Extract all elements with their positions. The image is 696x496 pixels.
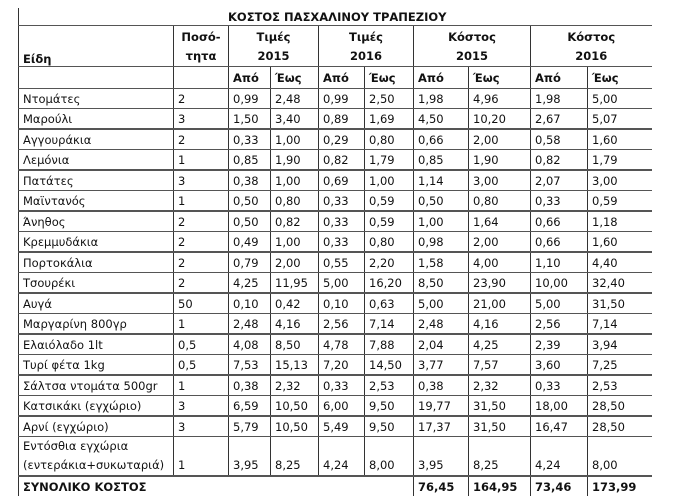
item-name: Κατσικάκι (εγχώριο) bbox=[19, 396, 174, 417]
empty-cell bbox=[174, 67, 229, 89]
table-row bbox=[19, 170, 652, 191]
value-cell: 0,33 bbox=[319, 232, 365, 253]
value-cell: 0,89 bbox=[319, 109, 365, 130]
value-cell: 3,94 bbox=[588, 334, 652, 355]
header-line1: Τιμές bbox=[256, 30, 291, 44]
value-cell: 3,95 bbox=[229, 437, 271, 477]
value-cell: 0,80 bbox=[365, 232, 414, 253]
value-cell: 31,50 bbox=[469, 416, 531, 437]
value-cell: 0,85 bbox=[229, 150, 271, 171]
quantity-cell: 0,5 bbox=[174, 334, 229, 355]
table-row bbox=[19, 416, 652, 437]
value-cell: 2,32 bbox=[271, 375, 319, 396]
table-row bbox=[19, 109, 652, 130]
value-cell: 0,10 bbox=[319, 293, 365, 314]
value-cell: 0,82 bbox=[531, 150, 588, 171]
header-line2: 2015 bbox=[455, 49, 488, 63]
value-cell: 5,00 bbox=[531, 293, 588, 314]
quantity-cell: 3 bbox=[174, 396, 229, 417]
value-cell: 7,14 bbox=[365, 314, 414, 335]
value-cell: 0,66 bbox=[531, 232, 588, 253]
value-cell: 4,96 bbox=[469, 89, 531, 109]
value-cell: 0,82 bbox=[271, 211, 319, 232]
value-cell: 2,56 bbox=[531, 314, 588, 335]
value-cell: 1,10 bbox=[531, 252, 588, 273]
table-row bbox=[19, 232, 652, 253]
header-cost-2015 bbox=[414, 26, 531, 67]
value-cell: 8,00 bbox=[588, 437, 652, 477]
value-cell: 16,47 bbox=[531, 416, 588, 437]
value-cell: 8,25 bbox=[271, 437, 319, 477]
value-cell: 1,90 bbox=[469, 150, 531, 171]
value-cell: 2,56 bbox=[319, 314, 365, 335]
value-cell: 0,50 bbox=[229, 211, 271, 232]
value-cell: 5,00 bbox=[319, 273, 365, 294]
item-name: Τσουρέκι bbox=[19, 273, 174, 294]
value-cell: 21,00 bbox=[469, 293, 531, 314]
value-cell: 0,59 bbox=[588, 191, 652, 212]
value-cell: 0,38 bbox=[229, 170, 271, 191]
value-cell: 1,60 bbox=[588, 232, 652, 253]
value-cell: 0,66 bbox=[414, 129, 469, 150]
header-to: Έως bbox=[588, 67, 652, 89]
value-cell: 0,42 bbox=[271, 293, 319, 314]
value-cell: 1,79 bbox=[365, 150, 414, 171]
value-cell: 2,00 bbox=[271, 252, 319, 273]
quantity-cell: 1 bbox=[174, 375, 229, 396]
value-cell: 2,48 bbox=[271, 89, 319, 109]
value-cell: 18,00 bbox=[531, 396, 588, 417]
header-quantity-line2: τητα bbox=[185, 49, 217, 63]
value-cell: 3,40 bbox=[271, 109, 319, 130]
value-cell: 10,20 bbox=[469, 109, 531, 130]
value-cell: 1,69 bbox=[365, 109, 414, 130]
header-from: Από bbox=[414, 67, 469, 89]
value-cell: 1,14 bbox=[414, 170, 469, 191]
value-cell: 4,08 bbox=[229, 334, 271, 355]
value-cell: 0,98 bbox=[414, 232, 469, 253]
header-line2: 2016 bbox=[349, 49, 382, 63]
value-cell: 7,25 bbox=[588, 355, 652, 376]
value-cell: 0,33 bbox=[229, 129, 271, 150]
value-cell: 1,90 bbox=[271, 150, 319, 171]
value-cell: 0,33 bbox=[319, 211, 365, 232]
value-cell: 1,79 bbox=[588, 150, 652, 171]
header-to: Έως bbox=[271, 67, 319, 89]
table-title: ΚΟΣΤΟΣ ΠΑΣΧΑΛΙΝΟΥ ΤΡΑΠΕΖΙΟΥ bbox=[19, 8, 652, 26]
value-cell: 5,00 bbox=[414, 293, 469, 314]
table-row bbox=[19, 314, 652, 335]
value-cell: 2,32 bbox=[469, 375, 531, 396]
value-cell: 0,80 bbox=[469, 191, 531, 212]
value-cell: 2,53 bbox=[365, 375, 414, 396]
header-items: Είδη bbox=[19, 26, 174, 67]
total-row bbox=[19, 476, 652, 496]
value-cell: 0,38 bbox=[414, 375, 469, 396]
value-cell: 1,58 bbox=[414, 252, 469, 273]
value-cell: 28,50 bbox=[588, 396, 652, 417]
value-cell: 31,50 bbox=[469, 396, 531, 417]
value-cell: 0,85 bbox=[414, 150, 469, 171]
value-cell: 2,39 bbox=[531, 334, 588, 355]
header-cost-2016 bbox=[531, 26, 652, 67]
value-cell: 5,07 bbox=[588, 109, 652, 130]
value-cell: 2,07 bbox=[531, 170, 588, 191]
item-name: Τυρί φέτα 1kg bbox=[19, 355, 174, 376]
value-cell: 4,16 bbox=[469, 314, 531, 335]
value-cell: 5,79 bbox=[229, 416, 271, 437]
header-from: Από bbox=[319, 67, 365, 89]
header-line2: 2016 bbox=[575, 49, 608, 63]
subheader-row bbox=[19, 67, 652, 89]
value-cell: 16,20 bbox=[365, 273, 414, 294]
value-cell: 2,67 bbox=[531, 109, 588, 130]
value-cell: 7,57 bbox=[469, 355, 531, 376]
quantity-cell: 1 bbox=[174, 150, 229, 171]
quantity-cell: 2 bbox=[174, 273, 229, 294]
value-cell: 0,80 bbox=[365, 129, 414, 150]
table-row bbox=[19, 355, 652, 376]
item-name: Μαργαρίνη 800γρ bbox=[19, 314, 174, 335]
value-cell: 0,33 bbox=[531, 375, 588, 396]
quantity-cell: 3 bbox=[174, 416, 229, 437]
value-cell: 0,99 bbox=[229, 89, 271, 109]
value-cell: 0,82 bbox=[319, 150, 365, 171]
quantity-cell: 2 bbox=[174, 129, 229, 150]
item-name bbox=[19, 437, 174, 477]
value-cell: 0,29 bbox=[319, 129, 365, 150]
value-cell: 0,69 bbox=[319, 170, 365, 191]
value-cell: 0,33 bbox=[531, 191, 588, 212]
value-cell: 23,90 bbox=[469, 273, 531, 294]
header-prices-2015 bbox=[229, 26, 319, 67]
value-cell: 6,00 bbox=[319, 396, 365, 417]
value-cell: 3,00 bbox=[469, 170, 531, 191]
value-cell: 0,79 bbox=[229, 252, 271, 273]
value-cell: 1,18 bbox=[588, 211, 652, 232]
quantity-cell: 3 bbox=[174, 109, 229, 130]
value-cell: 0,59 bbox=[365, 211, 414, 232]
item-name-line2: (εντεράκια+συκωταριά) bbox=[23, 458, 165, 472]
value-cell: 1,00 bbox=[271, 232, 319, 253]
total-value: 164,95 bbox=[469, 476, 531, 496]
quantity-cell: 2 bbox=[174, 89, 229, 109]
value-cell: 19,77 bbox=[414, 396, 469, 417]
value-cell: 2,50 bbox=[365, 89, 414, 109]
value-cell: 0,58 bbox=[531, 129, 588, 150]
quantity-cell: 0,5 bbox=[174, 355, 229, 376]
table-row bbox=[19, 396, 652, 417]
item-name: Σάλτσα ντομάτα 500gr bbox=[19, 375, 174, 396]
value-cell: 1,00 bbox=[271, 129, 319, 150]
header-to: Έως bbox=[365, 67, 414, 89]
header-line2: 2015 bbox=[257, 49, 290, 63]
quantity-cell: 2 bbox=[174, 232, 229, 253]
value-cell: 32,40 bbox=[588, 273, 652, 294]
total-value: 76,45 bbox=[414, 476, 469, 496]
quantity-cell: 1 bbox=[174, 314, 229, 335]
value-cell: 10,50 bbox=[271, 416, 319, 437]
value-cell: 1,00 bbox=[271, 170, 319, 191]
value-cell: 4,78 bbox=[319, 334, 365, 355]
value-cell: 1,64 bbox=[469, 211, 531, 232]
table-row bbox=[19, 211, 652, 232]
quantity-cell: 1 bbox=[174, 191, 229, 212]
value-cell: 8,00 bbox=[365, 437, 414, 477]
value-cell: 0,33 bbox=[319, 375, 365, 396]
value-cell: 15,13 bbox=[271, 355, 319, 376]
value-cell: 6,59 bbox=[229, 396, 271, 417]
value-cell: 0,38 bbox=[229, 375, 271, 396]
value-cell: 0,80 bbox=[271, 191, 319, 212]
easter-table-cost-table bbox=[18, 8, 652, 496]
table-row bbox=[19, 293, 652, 314]
value-cell: 0,63 bbox=[365, 293, 414, 314]
value-cell: 2,48 bbox=[414, 314, 469, 335]
quantity-cell: 50 bbox=[174, 293, 229, 314]
value-cell: 1,60 bbox=[588, 129, 652, 150]
item-name-line1: Εντόσθια εγχώρια bbox=[23, 439, 129, 453]
value-cell: 4,24 bbox=[319, 437, 365, 477]
value-cell: 1,98 bbox=[414, 89, 469, 109]
value-cell: 4,24 bbox=[531, 437, 588, 477]
value-cell: 7,88 bbox=[365, 334, 414, 355]
item-name: Άνηθος bbox=[19, 211, 174, 232]
empty-cell bbox=[19, 67, 174, 89]
header-quantity-line1: Ποσό- bbox=[181, 30, 221, 44]
value-cell: 8,25 bbox=[469, 437, 531, 477]
value-cell: 2,20 bbox=[365, 252, 414, 273]
value-cell: 4,50 bbox=[414, 109, 469, 130]
table-row bbox=[19, 129, 652, 150]
total-value: 173,99 bbox=[588, 476, 652, 496]
table-row bbox=[19, 150, 652, 171]
value-cell: 1,98 bbox=[531, 89, 588, 109]
table-row bbox=[19, 334, 652, 355]
value-cell: 3,77 bbox=[414, 355, 469, 376]
value-cell: 9,50 bbox=[365, 416, 414, 437]
value-cell: 0,50 bbox=[229, 191, 271, 212]
item-name: Πορτοκάλια bbox=[19, 252, 174, 273]
header-line1: Τιμές bbox=[348, 30, 383, 44]
table-row bbox=[19, 273, 652, 294]
value-cell: 10,50 bbox=[271, 396, 319, 417]
item-name: Αγγουράκια bbox=[19, 129, 174, 150]
quantity-cell: 2 bbox=[174, 252, 229, 273]
item-name: Αυγά bbox=[19, 293, 174, 314]
value-cell: 0,50 bbox=[414, 191, 469, 212]
value-cell: 2,00 bbox=[469, 232, 531, 253]
value-cell: 0,49 bbox=[229, 232, 271, 253]
value-cell: 31,50 bbox=[588, 293, 652, 314]
item-name: Λεμόνια bbox=[19, 150, 174, 171]
value-cell: 4,25 bbox=[229, 273, 271, 294]
table-row bbox=[19, 252, 652, 273]
value-cell: 28,50 bbox=[588, 416, 652, 437]
value-cell: 3,95 bbox=[414, 437, 469, 477]
value-cell: 1,50 bbox=[229, 109, 271, 130]
table-row bbox=[19, 437, 652, 477]
value-cell: 4,40 bbox=[588, 252, 652, 273]
table-row bbox=[19, 191, 652, 212]
item-name: Κρεμμυδάκια bbox=[19, 232, 174, 253]
total-value: 73,46 bbox=[531, 476, 588, 496]
value-cell: 0,66 bbox=[531, 211, 588, 232]
value-cell: 0,99 bbox=[319, 89, 365, 109]
quantity-cell: 2 bbox=[174, 211, 229, 232]
table-row bbox=[19, 89, 652, 109]
value-cell: 7,14 bbox=[588, 314, 652, 335]
value-cell: 17,37 bbox=[414, 416, 469, 437]
table-row bbox=[19, 375, 652, 396]
value-cell: 5,49 bbox=[319, 416, 365, 437]
value-cell: 7,53 bbox=[229, 355, 271, 376]
total-label: ΣΥΝΟΛΙΚΟ ΚΟΣΤΟΣ bbox=[19, 476, 414, 496]
item-name: Αρνί (εγχώριο) bbox=[19, 416, 174, 437]
value-cell: 3,00 bbox=[588, 170, 652, 191]
header-quantity bbox=[174, 26, 229, 67]
value-cell: 4,25 bbox=[469, 334, 531, 355]
value-cell: 2,00 bbox=[469, 129, 531, 150]
value-cell: 9,50 bbox=[365, 396, 414, 417]
item-name: Ελαιόλαδο 1lt bbox=[19, 334, 174, 355]
item-name: Μαρούλι bbox=[19, 109, 174, 130]
value-cell: 8,50 bbox=[271, 334, 319, 355]
item-name: Ντομάτες bbox=[19, 89, 174, 109]
value-cell: 0,10 bbox=[229, 293, 271, 314]
value-cell: 4,16 bbox=[271, 314, 319, 335]
value-cell: 1,00 bbox=[365, 170, 414, 191]
quantity-cell: 1 bbox=[174, 437, 229, 477]
value-cell: 0,55 bbox=[319, 252, 365, 273]
header-line1: Κόστος bbox=[448, 30, 496, 44]
item-name: Πατάτες bbox=[19, 170, 174, 191]
value-cell: 8,50 bbox=[414, 273, 469, 294]
value-cell: 3,60 bbox=[531, 355, 588, 376]
value-cell: 2,53 bbox=[588, 375, 652, 396]
quantity-cell: 3 bbox=[174, 170, 229, 191]
value-cell: 2,04 bbox=[414, 334, 469, 355]
header-from: Από bbox=[229, 67, 271, 89]
value-cell: 4,00 bbox=[469, 252, 531, 273]
header-from: Από bbox=[531, 67, 588, 89]
header-line1: Κόστος bbox=[567, 30, 616, 44]
value-cell: 0,59 bbox=[365, 191, 414, 212]
value-cell: 10,00 bbox=[531, 273, 588, 294]
value-cell: 2,48 bbox=[229, 314, 271, 335]
value-cell: 1,00 bbox=[414, 211, 469, 232]
value-cell: 0,33 bbox=[319, 191, 365, 212]
value-cell: 7,20 bbox=[319, 355, 365, 376]
value-cell: 11,95 bbox=[271, 273, 319, 294]
value-cell: 14,50 bbox=[365, 355, 414, 376]
value-cell: 5,00 bbox=[588, 89, 652, 109]
header-to: Έως bbox=[469, 67, 531, 89]
item-name: Μαϊντανός bbox=[19, 191, 174, 212]
header-prices-2016 bbox=[319, 26, 414, 67]
